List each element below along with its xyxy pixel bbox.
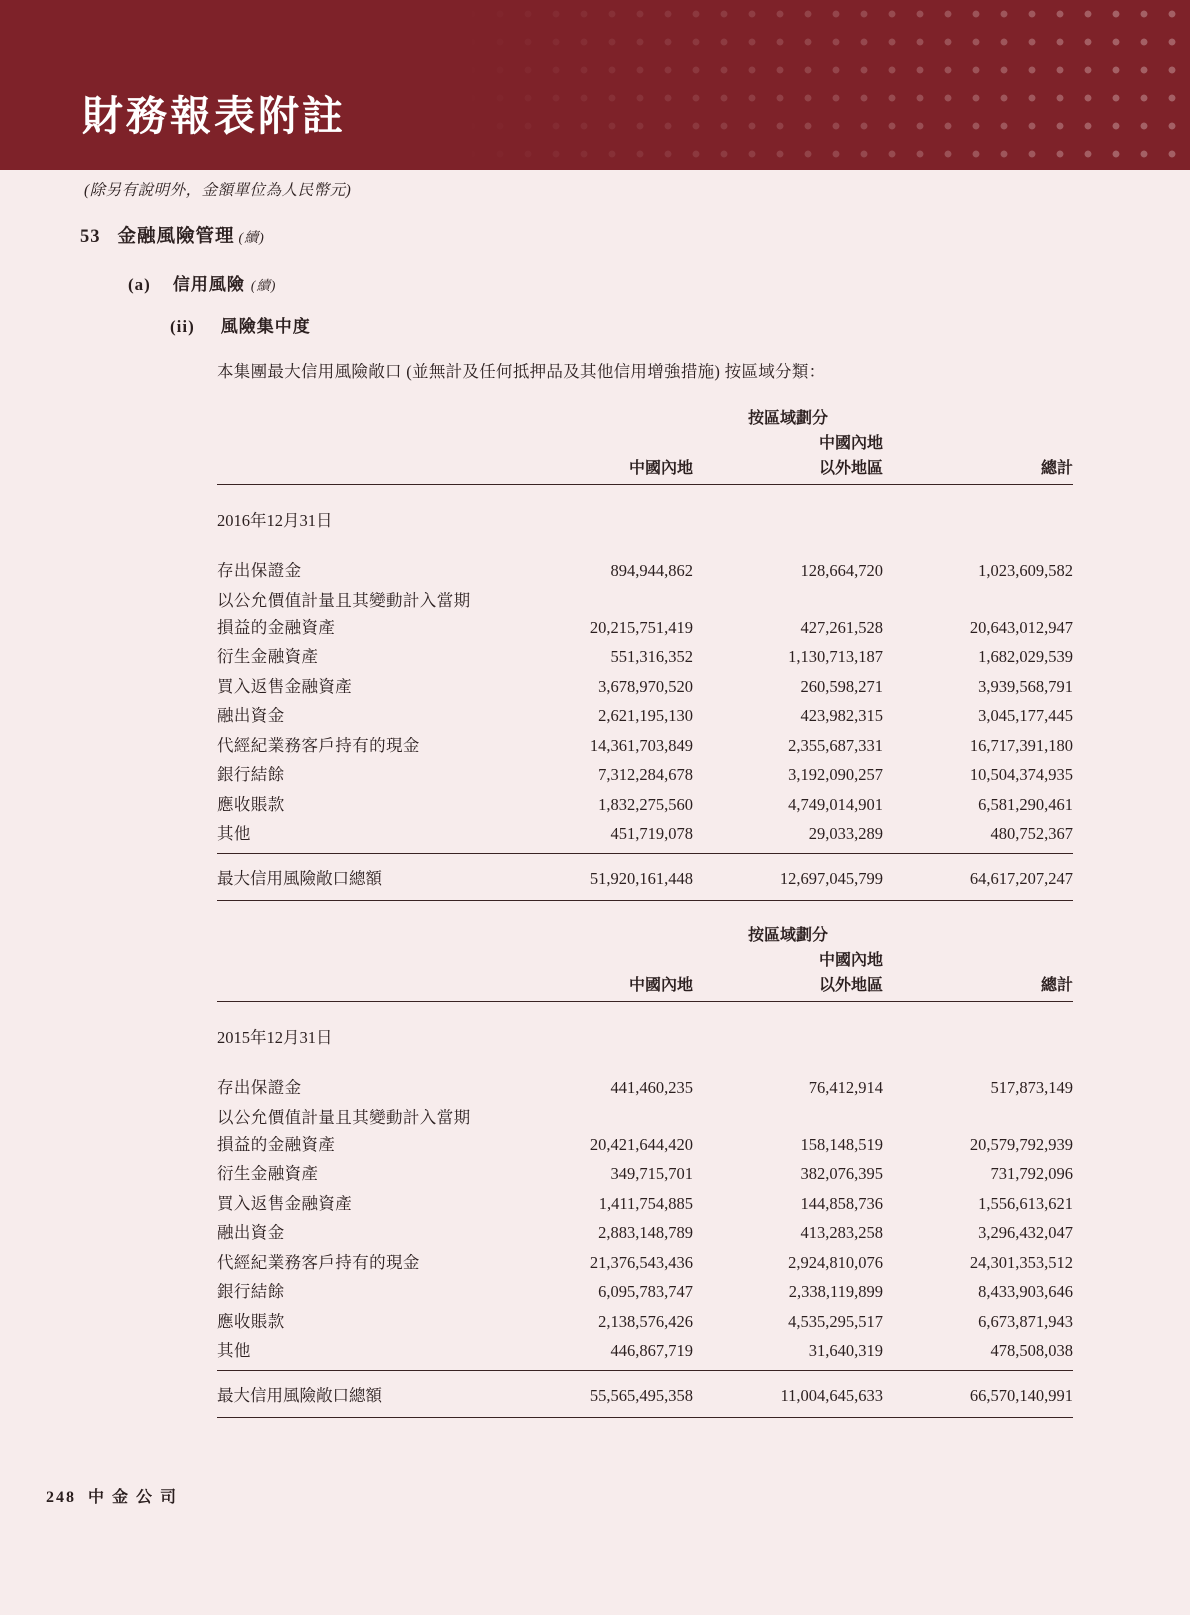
note-heading (80, 222, 265, 248)
page-number: 248 (46, 1489, 76, 1506)
row-value-outside: 382,076,395 (800, 1164, 883, 1183)
table-row (217, 1249, 1073, 1279)
row-value-total: 16,717,391,180 (969, 735, 1073, 755)
table-row (217, 1278, 1073, 1308)
row-value-mainland: 20,215,751,419 (589, 617, 693, 637)
row-value-mainland: 1,411,754,885 (598, 1193, 693, 1213)
table-row (217, 1104, 1073, 1131)
table-row (217, 732, 1073, 762)
spacer-cell (883, 1002, 1073, 1074)
spacer-cell (883, 430, 1073, 455)
table-row (217, 1190, 1073, 1220)
spacer-cell (503, 430, 693, 455)
section-a-label: (a) (128, 275, 151, 294)
row-value-outside: 76,412,914 (808, 1078, 883, 1097)
table-row (217, 1074, 1073, 1104)
table-header-row-line2 (217, 430, 1073, 455)
spacer-cell (217, 922, 503, 947)
spacer-cell (217, 947, 503, 972)
row-value-total: 517,873,149 (990, 1078, 1073, 1097)
group-header-label: 按區域劃分 (747, 410, 828, 427)
row-value-outside: 3,192,090,257 (788, 765, 883, 784)
row-value-mainland: 7,312,284,678 (598, 765, 693, 784)
row-label: 應收賬款 (217, 1311, 285, 1331)
table-header-row-line2 (217, 947, 1073, 972)
row-value-total: 20,579,792,939 (969, 1134, 1073, 1154)
row-value-total (883, 587, 1073, 614)
row-value-total: 10,504,374,935 (969, 765, 1073, 784)
spacer-cell (883, 922, 1073, 947)
table-row (217, 1219, 1073, 1249)
total-value-outside: 11,004,645,633 (693, 1371, 883, 1418)
row-value-mainland: 2,621,195,130 (598, 706, 693, 725)
table-row (217, 791, 1073, 821)
row-value-outside: 2,338,119,899 (788, 1282, 883, 1301)
row-value-outside: 29,033,289 (808, 824, 883, 843)
table-date-row (217, 485, 1073, 557)
row-value-outside: 128,664,720 (800, 561, 883, 580)
section-ii-heading (170, 312, 311, 337)
row-value-mainland: 441,460,235 (610, 1078, 693, 1097)
spacer-cell (217, 405, 503, 430)
row-value-total: 6,673,871,943 (978, 1311, 1073, 1331)
row-label: 以公允價值計量且其變動計入當期 (217, 1107, 471, 1127)
page-footer (46, 1484, 178, 1507)
row-value-outside: 31,640,319 (808, 1341, 883, 1360)
row-value-total: 1,556,613,621 (978, 1193, 1073, 1213)
column-header-3: 總計 (1040, 460, 1073, 477)
spacer-cell (503, 1002, 693, 1074)
row-label: 應收賬款 (217, 794, 285, 814)
row-label: 其他 (217, 1341, 251, 1360)
row-value-total: 1,682,029,539 (978, 647, 1073, 666)
row-value-outside: 4,749,014,901 (788, 794, 883, 814)
intro-paragraph: 本集團最大信用風險敞口 (並無計及任何抵押品及其他信用增強措施) 按區域分類： (217, 362, 826, 381)
table-group-header-row (217, 922, 1073, 947)
row-value-mainland: 2,883,148,789 (598, 1223, 693, 1242)
row-value-mainland: 894,944,862 (610, 561, 693, 580)
row-label: 融出資金 (217, 1223, 285, 1242)
table-total-row (217, 1371, 1073, 1418)
spacer-cell (883, 485, 1073, 557)
spacer-cell (217, 430, 503, 455)
column-header-2-line1: 中國內地 (818, 952, 883, 969)
row-label: 衍生金融資產 (217, 1164, 319, 1183)
row-value-total (883, 1104, 1073, 1131)
row-label: 代經紀業務客戶持有的現金 (217, 735, 420, 755)
row-value-outside (693, 1104, 883, 1131)
row-value-mainland: 551,316,352 (610, 647, 693, 666)
table-row (217, 587, 1073, 614)
total-value-outside: 12,697,045,799 (693, 854, 883, 901)
row-value-outside: 423,982,315 (800, 706, 883, 725)
section-a-continued: (續) (250, 278, 277, 293)
row-value-outside: 1,130,713,187 (788, 647, 883, 666)
note-continued: (續) (238, 231, 265, 246)
table-row (217, 1160, 1073, 1190)
table-row (217, 820, 1073, 854)
row-label: 買入返售金融資產 (217, 1193, 353, 1213)
table-row (217, 643, 1073, 673)
row-label: 買入返售金融資產 (217, 676, 353, 696)
company-name: 中 金 公 司 (88, 1489, 179, 1506)
row-value-total: 3,296,432,047 (978, 1223, 1073, 1242)
row-value-outside: 158,148,519 (800, 1134, 883, 1154)
table-total-row (217, 854, 1073, 901)
row-value-total: 8,433,903,646 (978, 1282, 1073, 1301)
row-value-total: 20,643,012,947 (969, 617, 1073, 637)
table-row (217, 557, 1073, 587)
total-value-total: 64,617,207,247 (883, 854, 1073, 901)
column-header-1: 中國內地 (628, 460, 693, 477)
page-header-banner (0, 0, 1190, 170)
row-value-mainland: 6,095,783,747 (598, 1282, 693, 1301)
spacer-cell (217, 972, 503, 1002)
spacer-cell (693, 485, 883, 557)
row-value-outside: 2,355,687,331 (788, 735, 883, 755)
row-value-outside: 2,924,810,076 (788, 1252, 883, 1272)
section-ii-title: 風險集中度 (220, 317, 311, 336)
row-value-mainland: 21,376,543,436 (589, 1252, 693, 1272)
units-note: (除另有說明外，金額單位為人民幣元) (84, 182, 352, 199)
row-value-outside: 413,283,258 (800, 1223, 883, 1242)
row-value-total: 731,792,096 (990, 1164, 1073, 1183)
row-value-mainland: 451,719,078 (610, 824, 693, 843)
row-value-outside: 260,598,271 (800, 676, 883, 696)
spacer-cell (503, 947, 693, 972)
row-value-outside: 427,261,528 (800, 617, 883, 637)
group-header-label: 按區域劃分 (747, 927, 828, 944)
row-label: 代經紀業務客戶持有的現金 (217, 1252, 420, 1272)
column-header-1: 中國內地 (628, 977, 693, 994)
banner-dot-pattern (430, 0, 1190, 170)
credit-risk-table-2016 (217, 405, 1073, 901)
total-value-mainland: 51,920,161,448 (503, 854, 693, 901)
row-value-mainland: 20,421,644,420 (589, 1134, 693, 1154)
row-value-total: 3,045,177,445 (978, 706, 1073, 725)
section-a-heading (128, 270, 276, 295)
spacer-cell (693, 1002, 883, 1074)
total-label: 最大信用風險敞口總額 (217, 1371, 503, 1418)
table-row (217, 761, 1073, 791)
row-value-total: 1,023,609,582 (978, 561, 1073, 580)
table-group-header-row (217, 405, 1073, 430)
row-value-outside (693, 587, 883, 614)
row-value-mainland: 14,361,703,849 (589, 735, 693, 755)
table-row (217, 673, 1073, 703)
row-value-mainland: 349,715,701 (610, 1164, 693, 1183)
table-header-row-line3 (217, 455, 1073, 485)
table-row (217, 1308, 1073, 1338)
row-value-outside: 144,858,736 (800, 1193, 883, 1213)
row-label: 存出保證金 (217, 561, 302, 580)
note-number: 53 (80, 227, 101, 247)
row-label: 銀行結餘 (217, 765, 285, 784)
total-value-total: 66,570,140,991 (883, 1371, 1073, 1418)
page-title: 財務報表附註 (82, 93, 346, 139)
column-header-2-line1: 中國內地 (818, 435, 883, 452)
row-value-mainland: 446,867,719 (610, 1341, 693, 1360)
spacer-cell (883, 947, 1073, 972)
row-value-mainland: 1,832,275,560 (598, 794, 693, 814)
row-label: 以公允價值計量且其變動計入當期 (217, 590, 471, 610)
table-row (217, 1337, 1073, 1371)
section-ii-label: (ii) (170, 317, 195, 336)
row-value-total: 6,581,290,461 (978, 794, 1073, 814)
row-label: 損益的金融資產 (217, 617, 336, 637)
row-value-outside: 4,535,295,517 (788, 1311, 883, 1331)
row-value-total: 3,939,568,791 (978, 676, 1073, 696)
total-value-mainland: 55,565,495,358 (503, 1371, 693, 1418)
column-header-3: 總計 (1040, 977, 1073, 994)
column-header-2-line2: 以外地區 (818, 977, 883, 994)
table-date-row (217, 1002, 1073, 1074)
table-date-label: 2016年12月31日 (217, 511, 333, 530)
spacer-cell (217, 455, 503, 485)
column-header-2-line2: 以外地區 (818, 460, 883, 477)
spacer-cell (503, 405, 693, 430)
note-title: 金融風險管理 (117, 227, 235, 247)
row-label: 其他 (217, 824, 251, 843)
section-a-title: 信用風險 (172, 275, 245, 294)
row-value-total: 478,508,038 (990, 1341, 1073, 1360)
spacer-cell (503, 485, 693, 557)
row-value-mainland (503, 1104, 693, 1131)
table-row (217, 614, 1073, 644)
row-label: 損益的金融資產 (217, 1134, 336, 1154)
row-value-total: 480,752,367 (990, 824, 1073, 843)
table-row (217, 702, 1073, 732)
spacer-cell (503, 922, 693, 947)
row-label: 存出保證金 (217, 1078, 302, 1097)
row-label: 融出資金 (217, 706, 285, 725)
row-value-total: 24,301,353,512 (969, 1252, 1073, 1272)
row-label: 衍生金融資產 (217, 647, 319, 666)
row-value-mainland: 2,138,576,426 (598, 1311, 693, 1331)
table-header-row-line3 (217, 972, 1073, 1002)
row-value-mainland: 3,678,970,520 (598, 676, 693, 696)
row-label: 銀行結餘 (217, 1282, 285, 1301)
spacer-cell (883, 405, 1073, 430)
table-row (217, 1131, 1073, 1161)
row-value-mainland (503, 587, 693, 614)
total-label: 最大信用風險敞口總額 (217, 854, 503, 901)
table-date-label: 2015年12月31日 (217, 1028, 333, 1047)
credit-risk-table-2015 (217, 922, 1073, 1418)
